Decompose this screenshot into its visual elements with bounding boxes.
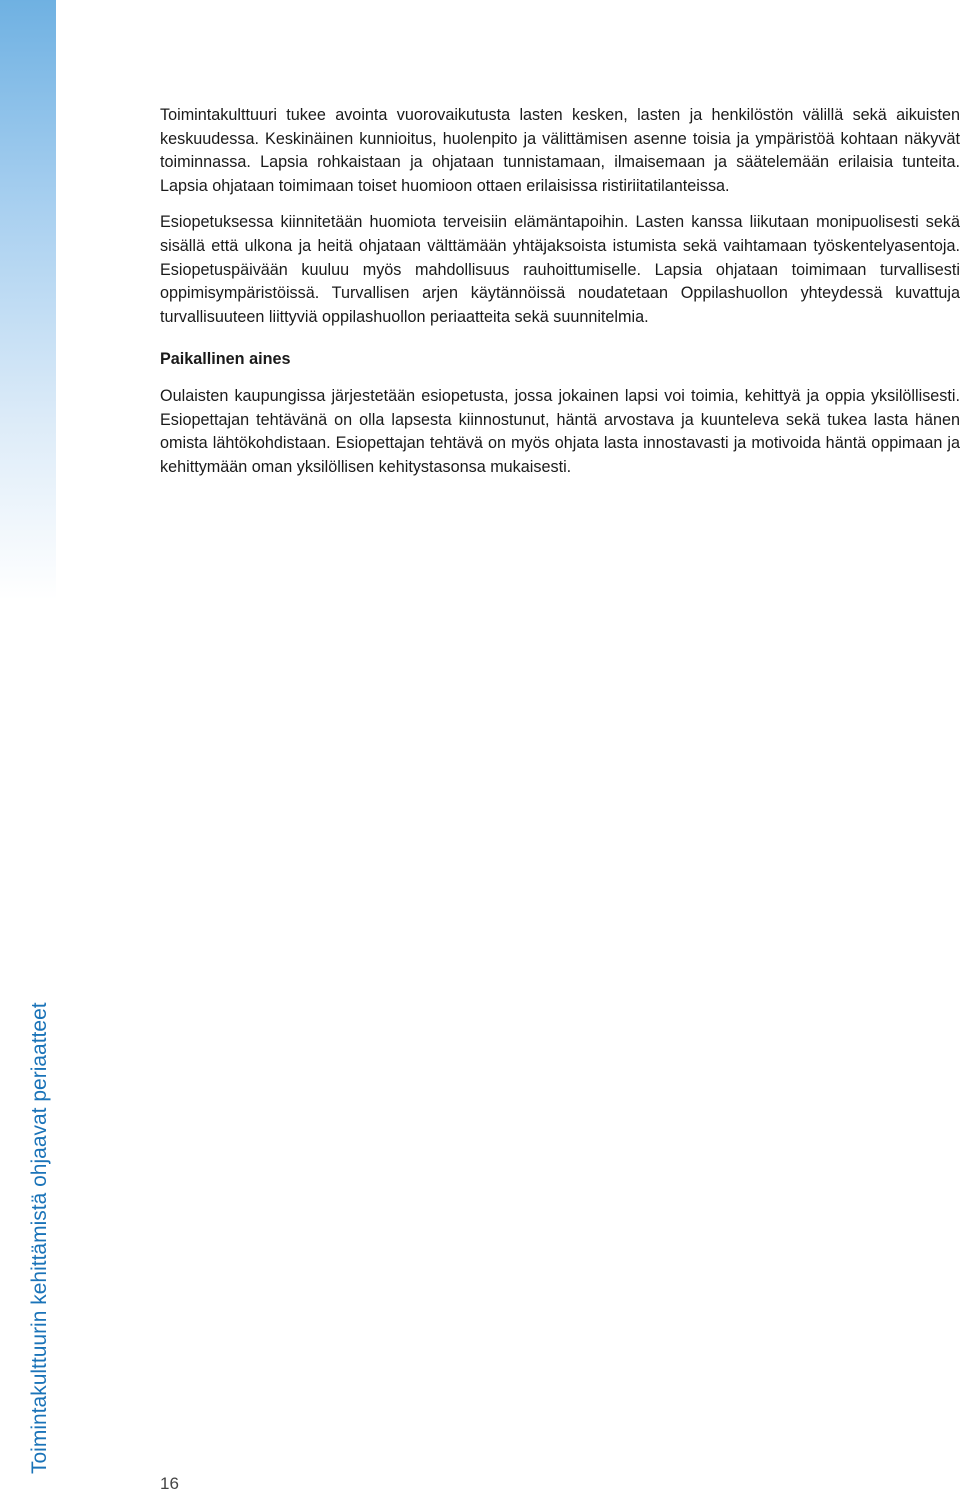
paragraph-toimintakulttuuri: Toimintakulttuuri tukee avointa vuorovaikutusta lasten kesken, lasten ja henkilöstön välillä sekä aikuisten keskuudessa. Keskinäinen kunnioitus, huolenpito ja välittämisen asenne toisia ja ympäristöä kohtaan näkyvät toiminnassa. Lapsia rohkaistaan ja ohjataan tunnistamaan, ilmaisemaan ja säätelemään erilaisia tunteita. Lapsia ohjataan toimimaan toiset huomioon ottaen erilaisissa ristiriitatilanteissa. — [160, 106, 960, 195]
paragraph-terveiset-elamantavat: Esiopetuksessa kiinnitetään huomiota terveisiin elämäntapoihin. Lasten kanssa liikutaan monipuolisesti sekä sisällä että ulkona ja heitä ohjataan välttämään yhtäjaksoista istumista sekä vaihtamaan työskentelyasentoja. Esiopetuspäivään kuuluu myös mahdollisuus rauhoittumiselle. Lapsia ohjataan toimimaan turvallisesti oppimisympäristöissä. Turvallisen arjen käytännöissä noudatetaan Oppilashuollon yhteydessä kuvattuja turvallisuuteen liittyviä oppilashuollon periaatteita sekä suunnitelmia. — [160, 213, 960, 326]
page-content — [160, 104, 960, 479]
sidebar-gradient-band — [0, 0, 56, 600]
paragraph-paikallinen-aines: Oulaisten kaupungissa järjestetään esiopetusta, jossa jokainen lapsi voi toimia, kehittyä ja oppia yksilöllisesti. Esiopettajan tehtävänä on olla lapsesta kiinnostunut, häntä arvostava ja kuunteleva sekä tukea lasta hänen omista lähtökohdistaan. Esiopettajan tehtävä on myös ohjata lasta innostavasti ja motivoida häntä oppimaan ja kehittymään oman yksilöllisen kehitystasonsa mukaisesti. — [160, 386, 960, 476]
page-number: 16 — [160, 1474, 179, 1493]
section-heading: Paikallinen aines — [160, 350, 291, 369]
sidebar-chapter-title: Toimintakulttuurin kehittämistä ohjaavat periaatteet — [28, 1002, 51, 1474]
